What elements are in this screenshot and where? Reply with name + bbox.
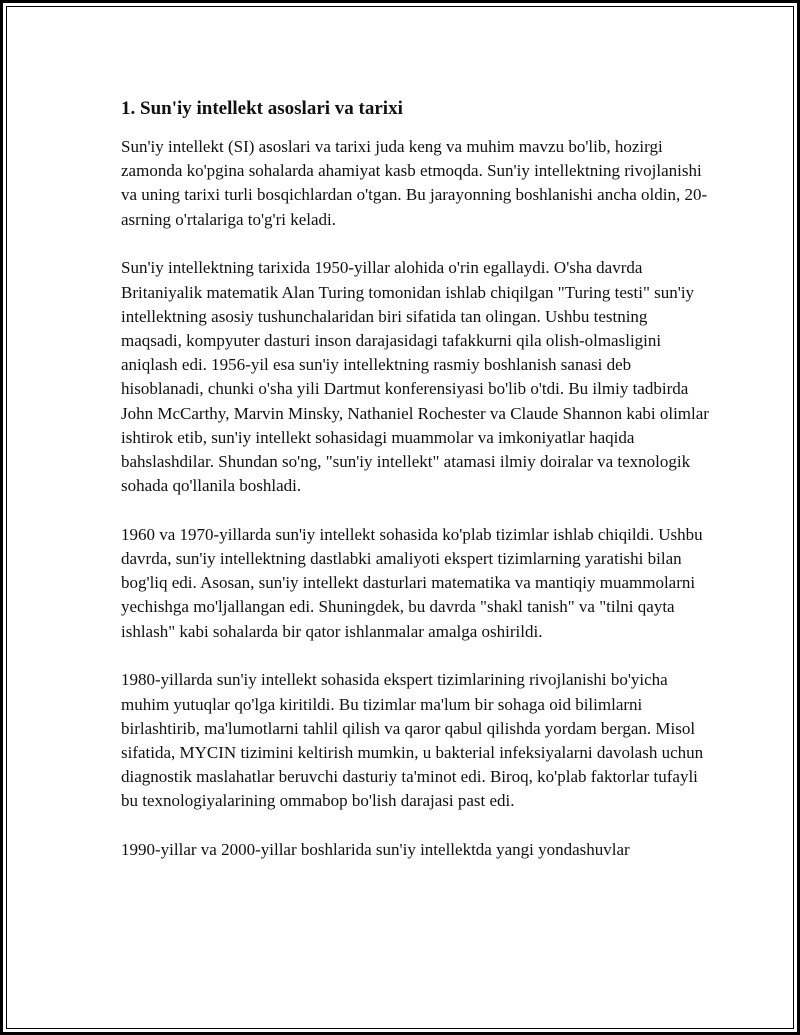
- paragraph-1960s-1970s: 1960 va 1970-yillarda sun'iy intellekt sohasida ko'plab tizimlar ishlab chiqildi. Ushbu davrda, sun'iy intellektning dastlabki amaliyoti ekspert tizimlarning yaratishi bilan bog'liq edi. Asosan, sun'iy intellekt dasturlari matematika va mantiqiy muammolarni yechishga mo'ljallangan edi. Shuningdek, bu davrda "shakl tanish" va "tilni qayta ishlash" kabi sohalarda bir qator ishlanmalar amalga oshirildi.: [121, 524, 703, 641]
- paragraph-1950s: Sun'iy intellektning tarixida 1950-yillar alohida o'rin egallaydi. O'sha davrda Britaniyalik matematik Alan Turing tomonidan ishlab chiqilgan "Turing testi" sun'iy intellektning asosiy tushunchalaridan biri sifatida tan olingan. Ushbu testning maqsadi, kompyuter dasturi inson darajasidagi tafakkurni qila olish-olmasligini aniqlash edi. 1956-yil esa sun'iy intellektning rasmiy boshlanish sanasi deb hisoblanadi, chunki o'sha yili Dartmut konferensiyasi bo'lib o'tdi. Bu ilmiy tadbirda John McCarthy, Marvin Minsky, Nathaniel Rochester va Claude Shannon kabi olimlar ishtirok etib, sun'iy intellekt sohasidagi muammolar va imkoniyatlar haqida bahslashdilar. Shundan so'ng, "sun'iy intellekt" atamasi ilmiy doiralar va texnologik sohada qo'llanila boshladi.: [121, 258, 709, 496]
- section-title: 1. Sun'iy intellekt asoslari va tarixi: [121, 98, 403, 119]
- paragraph-1990s-2000s: 1990-yillar va 2000-yillar boshlarida sun'iy intellektda yangi yondashuvlar: [121, 840, 630, 860]
- paragraph-intro: Sun'iy intellekt (SI) asoslari va tarixi juda keng va muhim mavzu bo'lib, hozirgi zamonda ko'pgina sohalarda ahamiyat kasb etmoqda. Sun'iy intellektning rivojlanishi va uning tarixi turli bosqichlardan o'tgan. Bu jarayonning boshlanishi ancha oldin, 20-asrning o'rtalariga to'g'ri keladi.: [121, 137, 708, 229]
- document-body: [121, 95, 711, 887]
- paragraph-1980s: 1980-yillarda sun'iy intellekt sohasida ekspert tizimlarining rivojlanishi bo'yicha muhim yutuqlar qo'lga kiritildi. Bu tizimlar ma'lum bir sohaga oid bilimlarni birlashtirib, ma'lumotlarni tahlil qilish va qaror qabul qilishda yordam bergan. Misol sifatida, MYCIN tizimini keltirish mumkin, u bakterial infeksiyalarni davolash uchun diagnostik maslahatlar beruvchi dasturiy ta'minot edi. Biroq, ko'plab faktorlar tufayli bu texnologiyalarining ommabop bo'lish darajasi past edi.: [121, 670, 704, 811]
